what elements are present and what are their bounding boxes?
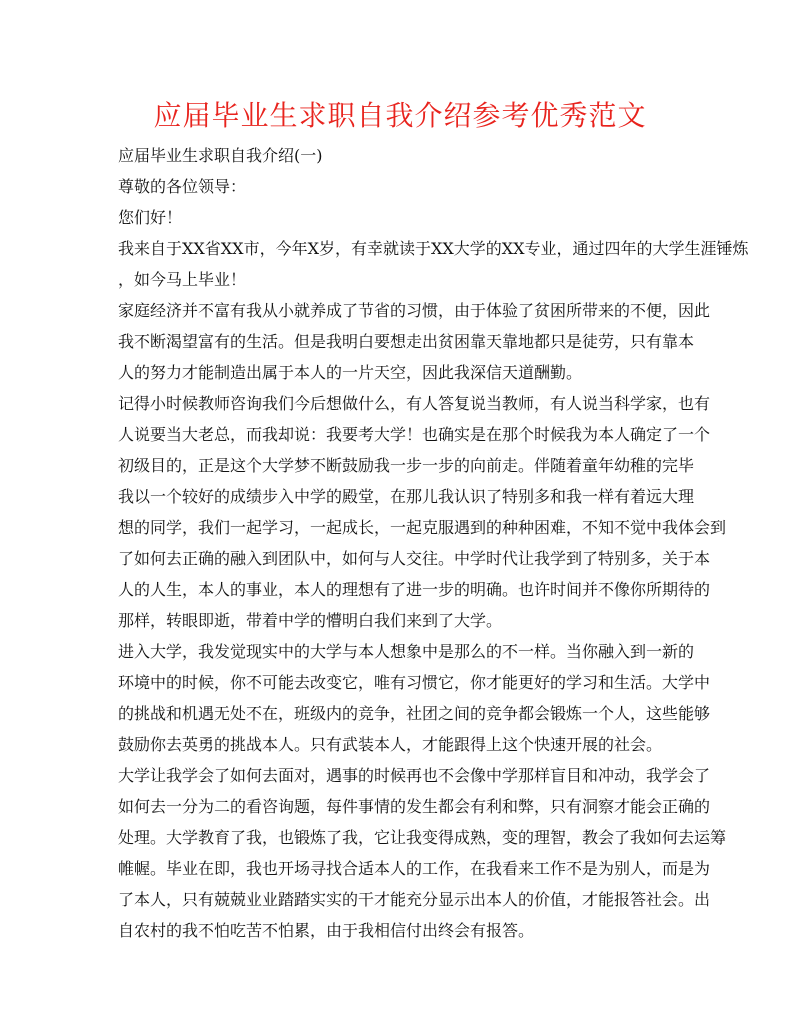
paragraph-line: 了如何去正确的融入到团队中，如何与人交往。中学时代让我学到了特别多，关于本 bbox=[118, 549, 711, 568]
paragraph-line: 家庭经济并不富有我从小就养成了节省的习惯，由于体验了贫困所带来的不便，因此 bbox=[118, 301, 711, 320]
paragraph-line: 我不断渴望富有的生活。但是我明白要想走出贫困靠天靠地都只是徒劳，只有靠本 bbox=[118, 332, 695, 351]
paragraph-line: ，如今马上毕业！ bbox=[118, 270, 247, 289]
paragraph-line: 帷幄。毕业在即，我也开场寻找合适本人的工作，在我看来工作不是为别人，而是为 bbox=[118, 859, 711, 878]
paragraph-line: 了本人，只有兢兢业业踏踏实实的干才能充分显示出本人的价值，才能报答社会。出 bbox=[118, 890, 711, 909]
paragraph-line: 环境中的时候，你不可能去改变它，唯有习惯它，你才能更好的学习和生活。大学中 bbox=[118, 673, 711, 692]
paragraph-line: 大学让我学会了如何去面对，遇事的时候再也不会像中学那样盲目和冲动，我学会了 bbox=[118, 766, 711, 785]
paragraph-line: 人说要当大老总，而我却说：我要考大学！也确实是在那个时候我为本人确定了一个 bbox=[118, 425, 711, 444]
paragraph-line: 想的同学，我们一起学习，一起成长，一起克服遇到的种种困难，不知不觉中我体会到 bbox=[118, 518, 727, 537]
greeting: 您们好！ bbox=[118, 208, 183, 227]
document-body bbox=[118, 140, 749, 946]
paragraph-line: 人的人生，本人的事业，本人的理想有了进一步的明确。也许时间并不像你所期待的 bbox=[118, 580, 711, 599]
paragraph-line: 我来自于XX省XX市，今年X岁，有幸就读于XX大学的XX专业，通过四年的大学生涯锤炼 bbox=[118, 239, 749, 258]
paragraph-line: 进入大学，我发觉现实中的大学与本人想象中是那么的不一样。当你融入到一新的 bbox=[118, 642, 695, 661]
section-heading: 应届毕业生求职自我介绍(一) bbox=[118, 146, 323, 165]
paragraph-line: 我以一个较好的成绩步入中学的殿堂，在那儿我认识了特别多和我一样有着远大理 bbox=[118, 487, 695, 506]
paragraph-line: 初级目的，正是这个大学梦不断鼓励我一步一步的向前走。伴随着童年幼稚的完毕 bbox=[118, 456, 695, 475]
paragraph-line: 处理。大学教育了我，也锻炼了我，它让我变得成熟，变的理智，教会了我如何去运筹 bbox=[118, 828, 727, 847]
paragraph-line: 自农村的我不怕吃苦不怕累，由于我相信付出终会有报答。 bbox=[118, 921, 535, 940]
paragraph-line: 的挑战和机遇无处不在，班级内的竞争，社团之间的竞争都会锻炼一个人，这些能够 bbox=[118, 704, 711, 723]
paragraph-line: 记得小时候教师咨询我们今后想做什么，有人答复说当教师，有人说当科学家，也有 bbox=[118, 394, 711, 413]
paragraph-line: 那样，转眼即逝，带着中学的懵明白我们来到了大学。 bbox=[118, 611, 503, 630]
paragraph-line: 人的努力才能制造出属于本人的一片天空，因此我深信天道酬勤。 bbox=[118, 363, 583, 382]
salutation: 尊敬的各位领导： bbox=[118, 177, 247, 196]
paragraph-line: 鼓励你去英勇的挑战本人。只有武装本人，才能跟得上这个快速开展的社会。 bbox=[118, 735, 663, 754]
paragraph-line: 如何去一分为二的看咨询题，每件事情的发生都会有利和弊，只有洞察才能会正确的 bbox=[118, 797, 711, 816]
document-title: 应届毕业生求职自我介绍参考优秀范文 bbox=[153, 99, 647, 132]
